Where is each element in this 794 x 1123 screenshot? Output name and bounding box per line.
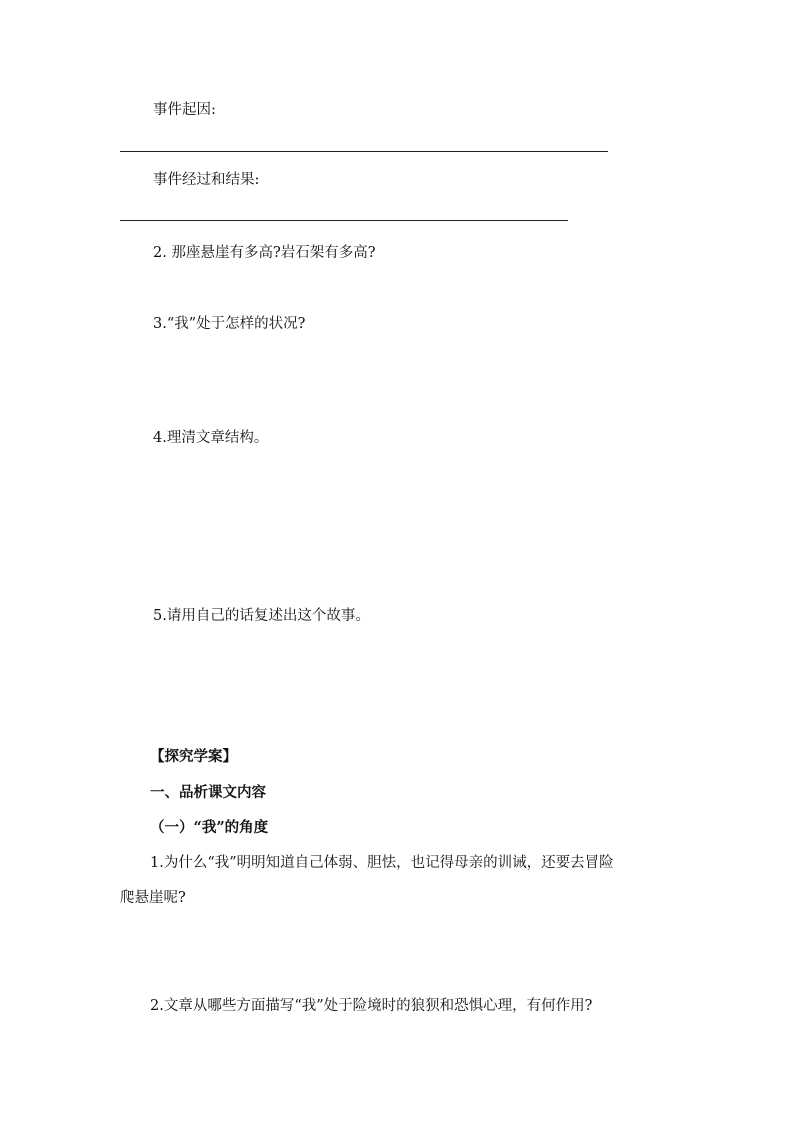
question-5: 5.请用自己的话复述出这个故事。 (153, 608, 370, 624)
process-answer-line (120, 220, 568, 221)
section-heading: 一、品析课文内容 (150, 784, 266, 801)
question-3: 3.“我”处于怎样的状况? (153, 316, 306, 332)
explore-question-1-line-2: 爬悬崖呢? (120, 890, 186, 906)
cause-answer-line (120, 151, 608, 152)
subsection-heading: （一）“我”的角度 (150, 819, 269, 836)
question-4: 4.理清文章结构。 (153, 430, 269, 446)
process-label: 事件经过和结果: (153, 172, 260, 188)
explore-question-1-line-1: 1.为什么“我”明明知道自己体弱、胆怯，也记得母亲的训诫，还要去冒险 (150, 855, 614, 871)
explore-question-2: 2.文章从哪些方面描写“我”处于险境时的狼狈和恐惧心理，有何作用? (150, 998, 593, 1014)
explore-heading: 【探究学案】 (150, 748, 237, 765)
question-2: 2. 那座悬崖有多高?岩石架有多高? (153, 245, 376, 261)
cause-label: 事件起因: (153, 102, 216, 118)
